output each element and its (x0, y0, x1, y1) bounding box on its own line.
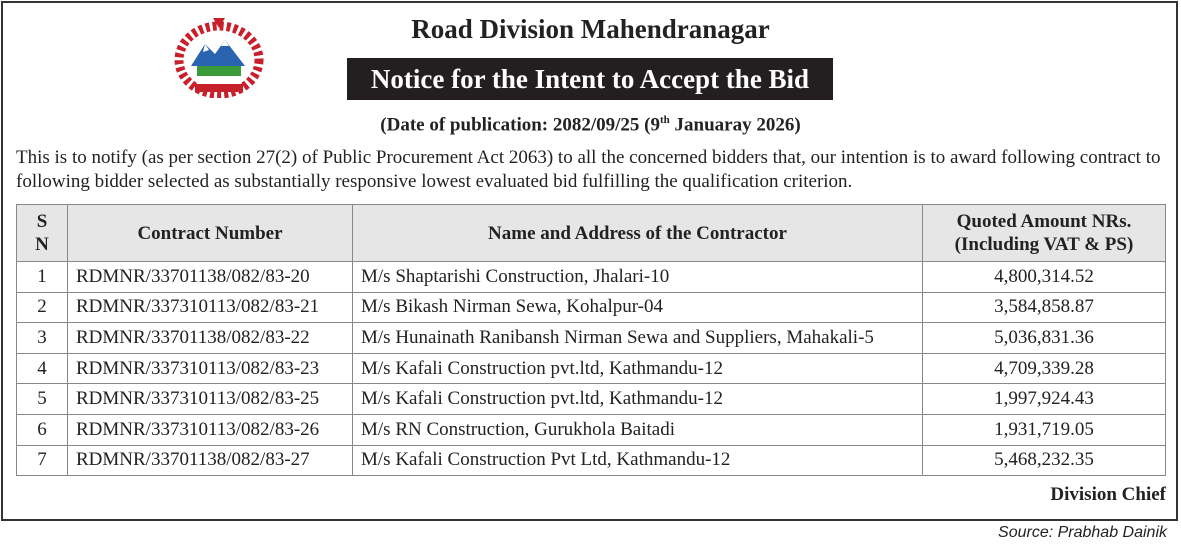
cell-contract: RDMNR/33701138/082/83-27 (68, 445, 353, 476)
table-row (17, 445, 1166, 476)
cell-amount: 3,584,858.87 (923, 292, 1166, 323)
cell-contract: RDMNR/337310113/082/83-26 (68, 414, 353, 445)
cell-name: M/s Kafali Construction pvt.ltd, Kathmandu-12 (353, 384, 923, 415)
table-row (17, 414, 1166, 445)
date-sup: th (660, 114, 670, 126)
cell-contract: RDMNR/337310113/082/83-21 (68, 292, 353, 323)
table-row (17, 384, 1166, 415)
header-sn-label: S N (35, 211, 49, 255)
notice-paragraph: This is to notify (as per section 27(2) of Public Procurement Act 2063) to all the concerned bidders that, our intention is to award following contract to following bidder selected as substantially responsive lowest evaluated bid fulfilling the qualification criterion. (16, 147, 1161, 192)
table-row (17, 262, 1166, 293)
cell-sn: 6 (17, 414, 68, 445)
cell-name: M/s Kafali Construction Pvt Ltd, Kathmandu-12 (353, 445, 923, 476)
cell-sn: 3 (17, 323, 68, 354)
header-amount-line1: Quoted Amount NRs. (956, 211, 1132, 232)
header-sn (17, 205, 68, 262)
cell-amount: 5,468,232.35 (923, 445, 1166, 476)
cell-amount: 1,997,924.43 (923, 384, 1166, 415)
cell-contract: RDMNR/337310113/082/83-25 (68, 384, 353, 415)
bid-table (16, 204, 1166, 476)
date-prefix: (Date of publication: 2082/09/25 (9 (380, 114, 661, 136)
cell-sn: 2 (17, 292, 68, 323)
header-amount (923, 205, 1166, 262)
header-contract: Contract Number (68, 205, 353, 262)
cell-name: M/s Bikash Nirman Sewa, Kohalpur-04 (353, 292, 923, 323)
cell-contract: RDMNR/337310113/082/83-23 (68, 353, 353, 384)
table-row (17, 292, 1166, 323)
cell-sn: 7 (17, 445, 68, 476)
cell-name: M/s RN Construction, Gurukhola Baitadi (353, 414, 923, 445)
cell-contract: RDMNR/33701138/082/83-22 (68, 323, 353, 354)
date-suffix: Januaray 2026) (669, 114, 801, 136)
office-title: Road Division Mahendranagar (411, 14, 770, 44)
table-row (17, 323, 1166, 354)
header-amount-line2: (Including VAT & PS) (954, 234, 1134, 255)
cell-name: M/s Hunainath Ranibansh Nirman Sewa and Suppliers, Mahakali-5 (353, 323, 923, 354)
cell-sn: 4 (17, 353, 68, 384)
cell-contract: RDMNR/33701138/082/83-20 (68, 262, 353, 293)
cell-amount: 4,709,339.28 (923, 353, 1166, 384)
cell-name: M/s Shaptarishi Construction, Jhalari-10 (353, 262, 923, 293)
notice-heading: Notice for the Intent to Accept the Bid (347, 58, 833, 100)
cell-name: M/s Kafali Construction pvt.ltd, Kathmandu-12 (353, 353, 923, 384)
publication-date (0, 114, 1181, 136)
table-header-row (17, 205, 1166, 262)
cell-sn: 1 (17, 262, 68, 293)
cell-amount: 5,036,831.36 (923, 323, 1166, 354)
cell-amount: 4,800,314.52 (923, 262, 1166, 293)
source-credit: Source: Prabhab Dainik (998, 524, 1167, 541)
cell-sn: 5 (17, 384, 68, 415)
cell-amount: 1,931,719.05 (923, 414, 1166, 445)
header-name: Name and Address of the Contractor (353, 205, 923, 262)
signatory: Division Chief (1050, 484, 1166, 505)
table-row (17, 353, 1166, 384)
